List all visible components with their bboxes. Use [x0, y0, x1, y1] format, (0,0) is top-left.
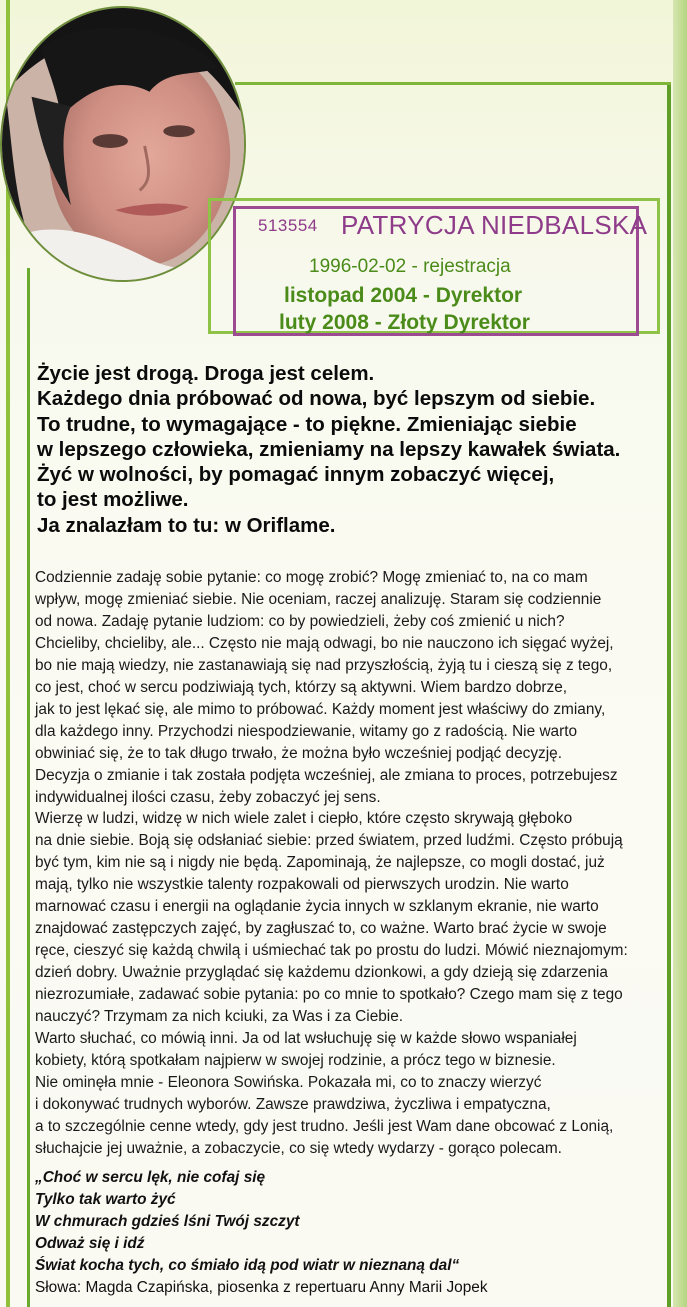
- quote-line: To trudne, to wymagające - to piękne. Zmieniając siebie: [37, 412, 577, 436]
- body-line: Codziennie zadaję sobie pytanie: co mogę zrobić? Mogę zmieniać to, na co mam: [35, 569, 588, 586]
- body-line: ręce, cieszyć się każdą chwilą i uśmiechać tak po prostu do ludzi. Mówić nieznajomym:: [35, 942, 628, 960]
- quote-line: w lepszego człowieka, zmieniamy na lepszy kawałek świata.: [37, 437, 621, 461]
- poem-line: Tylko tak warto żyć: [35, 1190, 176, 1208]
- body-line: Wierzę w ludzi, widzę w nich wiele zalet i ciepło, które często skrywają głęboko: [35, 810, 573, 828]
- poem-line: Świat kocha tych, co śmiało idą pod wiatr w nieznaną dal“: [35, 1256, 460, 1274]
- body-line: na dnie siebie. Boją się odsłaniać siebie: przed światem, przed ludźmi. Często próbują: [35, 832, 623, 850]
- body-line: znajdować zastępczych zajęć, by zagłuszać to, co ważne. Warto brać życie w swoje: [35, 920, 607, 938]
- body-line: niezrozumiałe, zadawać sobie pytania: po co mnie to spotkało? Czego mam się z tego: [35, 986, 623, 1004]
- body-line: mają, tylko nie wszystkie talenty rozpakowali od pierwszych urodzin. Nie warto: [35, 876, 569, 894]
- right-border-band: [673, 0, 687, 1307]
- body-line: nauczyć? Trzymam za nich kciuki, za Was i za Ciebie.: [35, 1008, 404, 1026]
- body-line: co jest, choć w sercu podziwiają tych, którzy są aktywni. Wiem bardzo dobrze,: [35, 678, 568, 696]
- song-quote: [35, 1167, 665, 1298]
- top-border-rule: [235, 82, 671, 85]
- article-body: [35, 567, 665, 1160]
- director-line: listopad 2004 - Dyrektor: [284, 284, 523, 307]
- body-line: a to szczególnie cenne wtedy, gdy jest trudno. Jeśli jest Wam dane obcować z Lonią,: [35, 1117, 614, 1135]
- body-line: dzień dobry. Uważnie przyglądać się każdemu dzionkowi, a gdy dzieją się zdarzenia: [35, 964, 608, 982]
- consultant-id: 513554: [258, 216, 318, 235]
- body-line: i dokonywać trudnych wyborów. Zawsze prawdziwa, życzliwa i empatyczna,: [35, 1095, 551, 1113]
- body-line: kobiety, którą spotkałam najpierw w swojej rodzinie, a prócz tego w biznesie.: [35, 1051, 556, 1069]
- body-line: bo nie mają wiedzy, nie zastanawiają się nad przyszłością, żyją tu i cieszą się z tego,: [35, 656, 613, 674]
- body-line: Warto słuchać, co mówią inni. Ja od lat wsłuchuję się w każde słowo wspaniałej: [35, 1030, 577, 1048]
- body-line: marnować czasu i energii na oglądanie życia innych w szklanym ekranie, nie warto: [35, 898, 599, 916]
- registration-line: 1996-02-02 - rejestracja: [309, 256, 511, 277]
- body-line: Nie ominęła mnie - Eleonora Sowińska. Pokazała mi, co to znaczy wierzyć: [35, 1073, 542, 1091]
- poem-line: „Choć w sercu lęk, nie cofaj się: [35, 1169, 266, 1186]
- body-line: wpływ, mogę zmieniać siebie. Nie oceniam, raczej analizuję. Staram się codziennie: [35, 590, 602, 608]
- body-line: obwiniać się, że to tak długo trwało, że można było wcześniej podjąć decyzję.: [35, 744, 562, 762]
- body-line: Decyzja o zmianie i tak została podjęta wcześniej, ale zmiana to proces, potrzebujesz: [35, 766, 618, 784]
- body-line: słuchajcie jej uważnie, a zobaczycie, co się wtedy wydarzy - gorąco polecam.: [35, 1139, 562, 1157]
- body-line: dla każdego inny. Przychodzi niespodziewanie, witamy go z radością. Nie warto: [35, 722, 578, 740]
- right-border-rule: [667, 84, 671, 1307]
- consultant-name: PATRYCJA NIEDBALSKA: [341, 210, 648, 240]
- gold-director-line: luty 2008 - Złoty Dyrektor: [279, 311, 530, 334]
- body-line: jak to jest lękać się, ale mimo to próbować. Każdy moment jest właściwy do zmiany,: [35, 700, 606, 718]
- inner-left-rule: [27, 268, 30, 1307]
- body-line: indywidualnej ilości czasu, żeby zobaczyć jej sens.: [35, 788, 381, 806]
- body-line: Chcieliby, chcieliby, ale... Często nie mają odwagi, bo nie nauczono ich sięgać wyżej,: [35, 634, 614, 652]
- quote-line: Ja znalazłam to tu: w Oriflame.: [37, 513, 336, 537]
- quote-line: to jest możliwe.: [37, 488, 189, 512]
- body-line: być tym, kim nie są i nigdy nie będą. Zapominają, że najlepsze, co mogli dostać, już: [35, 854, 605, 872]
- poem-line: W chmurach gdzieś lśni Twój szczyt: [35, 1212, 300, 1230]
- quote-line: Żyć w wolności, by pomagać innym zobaczyć więcej,: [37, 463, 555, 487]
- quote-line: Każdego dnia próbować od nowa, być lepszym od siebie.: [37, 387, 596, 411]
- song-credit: Słowa: Magda Czapińska, piosenka z repertuaru Anny Marii Jopek: [35, 1278, 488, 1296]
- motto-quote: [37, 361, 657, 538]
- body-line: od nowa. Zadaję pytanie ludziom: co by powiedzieli, żeby coś zmienić u nich?: [35, 612, 565, 630]
- quote-line: Życie jest drogą. Droga jest celem.: [37, 362, 375, 385]
- poem-line: Odważ się i idź: [35, 1234, 145, 1252]
